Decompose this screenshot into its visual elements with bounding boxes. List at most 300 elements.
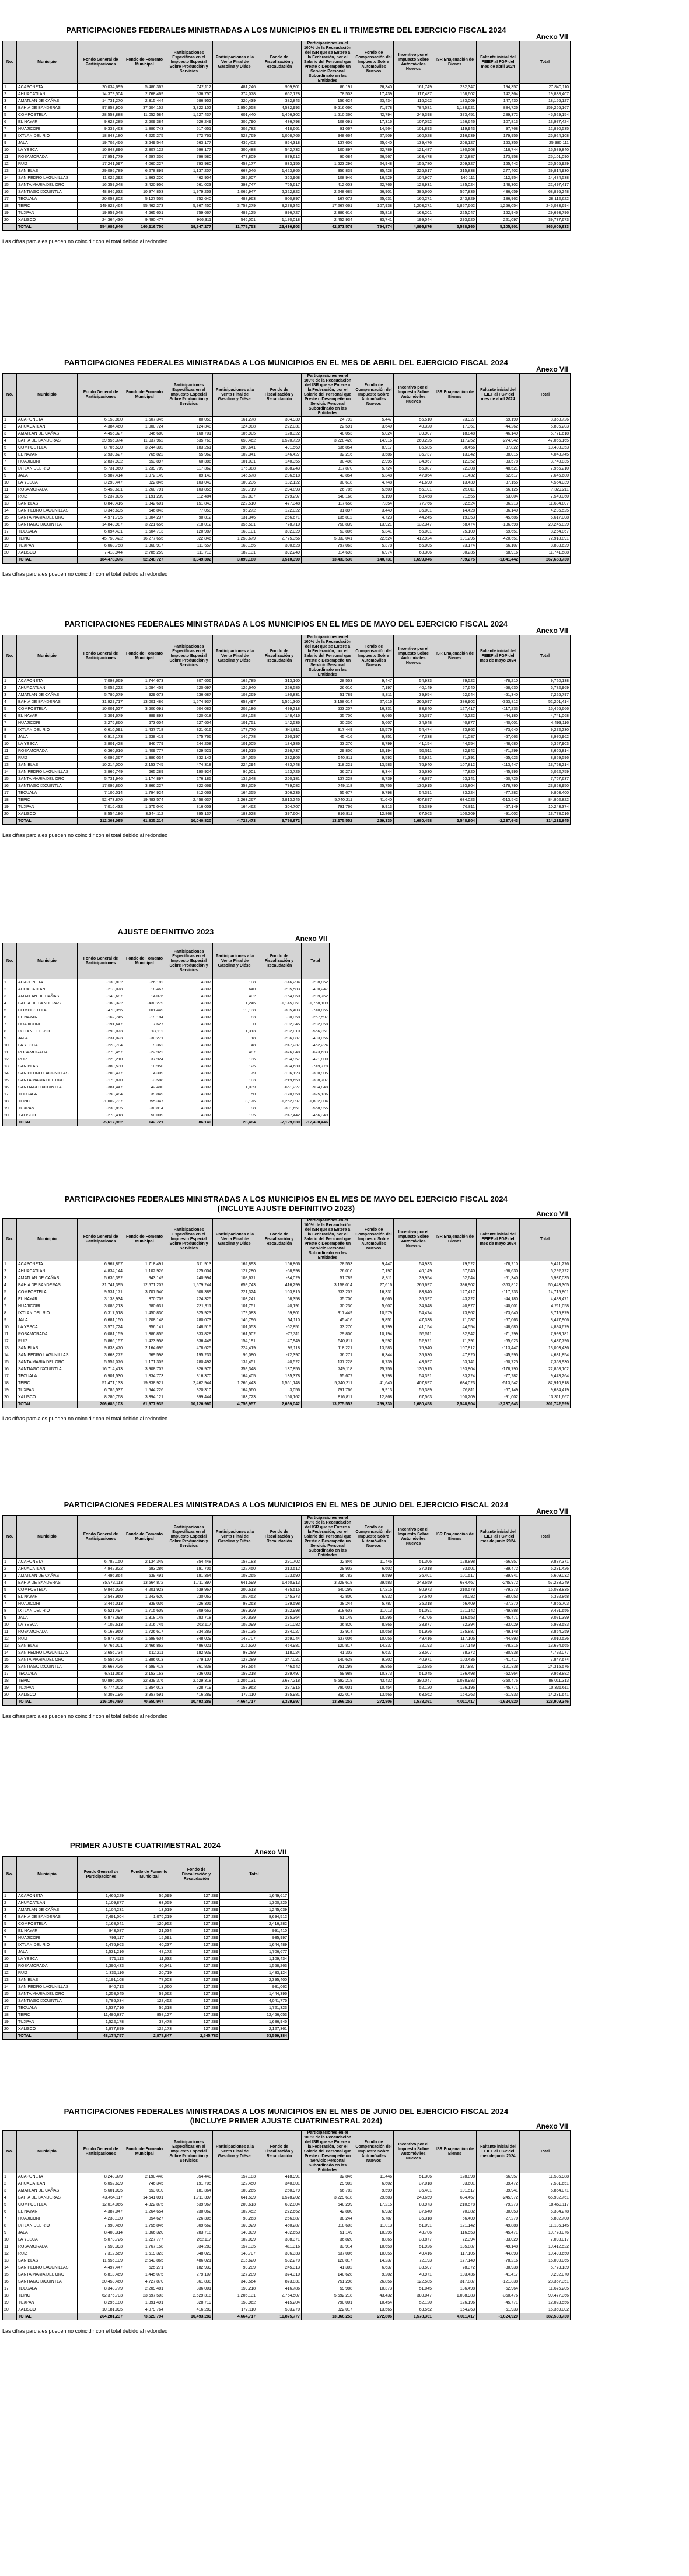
total-amount-cell: 5,588,360: [433, 224, 477, 231]
amount-cell: -22,922: [124, 1049, 165, 1056]
amount-cell: 2,416,282: [220, 1921, 289, 1928]
table-row: [3, 1014, 330, 1021]
amount-cell: 1,886,743: [124, 126, 165, 133]
amount-cell: 546,843: [124, 508, 165, 514]
amount-cell: 165,442: [477, 161, 520, 168]
row-number-cell: 11: [3, 748, 17, 755]
amount-cell: 4,455,327: [78, 430, 124, 438]
amount-cell: 1,109,434: [220, 1956, 289, 1963]
amount-cell: 1,504,713: [124, 528, 165, 536]
amount-cell: 117,252: [433, 438, 477, 444]
amount-cell: 126,196: [433, 1685, 477, 1692]
row-number-cell: 6: [3, 1296, 17, 1303]
amount-cell: 487: [213, 1049, 257, 1056]
amount-cell: 23,434: [354, 98, 394, 105]
amount-cell: 8,303,196: [78, 1692, 124, 1699]
amount-cell: 126,196: [433, 2300, 477, 2306]
municipio-cell: IXTLAN DEL RIO: [17, 466, 78, 473]
amount-cell: 195: [213, 1112, 257, 1119]
municipio-cell: BAHIA DE BANDERAS: [17, 1282, 78, 1289]
amount-cell: 4,387,047: [78, 2208, 124, 2216]
amount-cell: 2,629,318: [165, 1678, 213, 1685]
amount-cell: 458,177: [213, 161, 257, 168]
amount-cell: 3,656,734: [78, 1650, 124, 1657]
amount-cell: 18: [213, 1035, 257, 1042]
municipio-cell: IXTLAN DEL RIO: [17, 1608, 78, 1615]
table-row: [3, 1914, 289, 1921]
amount-cell: 28,553: [302, 1261, 354, 1268]
table-row: [3, 438, 571, 444]
amount-cell: 40,877: [433, 720, 477, 727]
amount-cell: 63,562: [394, 2306, 433, 2314]
municipio-cell: IXTLAN DEL RIO: [17, 1028, 78, 1035]
amount-cell: 146,427: [257, 452, 302, 459]
municipio-cell: TECUALA: [17, 1091, 78, 1098]
amount-cell: 6,901,530: [78, 1373, 124, 1380]
amount-cell: 56,782: [302, 1573, 354, 1580]
amount-cell: 634,023: [433, 797, 477, 804]
amount-cell: 10,579: [354, 1310, 394, 1317]
amount-cell: 10,373: [354, 2286, 394, 2292]
municipio-cell: ROSAMORADA: [17, 487, 78, 494]
amount-cell: 31,741,395: [78, 1282, 124, 1289]
amount-cell: 5,348: [354, 473, 394, 480]
row-number-cell: 1: [3, 84, 17, 91]
amount-cell: 10,412,522: [520, 2244, 571, 2250]
amount-cell: 93,601: [433, 2180, 477, 2188]
amount-cell: 55,962: [165, 452, 213, 459]
column-header: No.: [3, 635, 17, 678]
amount-cell: 4,238,130: [78, 2216, 124, 2222]
amount-cell: 162,946: [477, 210, 520, 217]
amount-cell: 1,444,396: [220, 1991, 289, 1998]
amount-cell: 481,246: [213, 84, 257, 91]
amount-cell: 10,001,527: [78, 706, 124, 713]
municipio-cell: TEPIC: [17, 1678, 78, 1685]
amount-cell: 2,248,685: [302, 189, 354, 196]
amount-cell: 13,519: [125, 1907, 173, 1914]
amount-cell: 385,660: [394, 189, 433, 196]
amount-cell: 765,617: [257, 182, 302, 189]
amount-cell: 7,098,017: [520, 2236, 571, 2244]
total-amount-cell: 10,126,960: [165, 1401, 213, 1408]
amount-cell: 1,386,013: [124, 1657, 165, 1664]
amount-cell: 145,373: [257, 1594, 302, 1601]
amount-cell: -247,442: [257, 1112, 302, 1119]
amount-cell: 749,118: [302, 1366, 354, 1373]
amount-cell: -79,273: [477, 1587, 520, 1594]
municipio-cell: XALISCO: [17, 2306, 78, 2314]
amount-cell: 137,228: [302, 1359, 354, 1366]
amount-cell: 8,694,512: [220, 1914, 289, 1921]
amount-cell: 250,979: [257, 2188, 302, 2194]
amount-cell: 16,714,413: [78, 1366, 124, 1373]
amount-cell: -62,851: [257, 1324, 302, 1331]
amount-cell: 3,586: [354, 452, 394, 459]
amount-cell: 294,893: [257, 487, 302, 494]
amount-cell: 117,105: [433, 2250, 477, 2258]
table-row: [3, 175, 571, 182]
amount-cell: 1,138,621: [433, 105, 477, 112]
amount-cell: 23,697,503: [124, 2292, 165, 2300]
table-row: [3, 1692, 571, 1699]
amount-cell: 4,048,745: [520, 452, 571, 459]
column-header: Total: [520, 41, 571, 84]
amount-cell: 6,932: [354, 2208, 394, 2216]
amount-cell: 26,785: [302, 487, 354, 494]
amount-cell: 70,082: [433, 2208, 477, 2216]
amount-cell: 55,462,273: [124, 203, 165, 210]
amount-cell: 1,544,226: [124, 1387, 165, 1394]
column-header: Municipio: [17, 1516, 78, 1559]
amount-cell: 66,409: [433, 1601, 477, 1608]
amount-cell: 3,866,227: [124, 783, 165, 790]
table-row: [3, 1261, 571, 1268]
municipio-cell: RUIZ: [17, 494, 78, 501]
column-header: Participaciones a la Venta Final de Gasolina y Diésel: [213, 1219, 257, 1261]
amount-cell: 9,913: [354, 804, 394, 811]
amount-cell: 45,750,422: [78, 536, 124, 542]
amount-cell: 183,261: [165, 444, 213, 452]
amount-cell: 7,993,181: [520, 1331, 571, 1338]
amount-cell: 5,896,203: [520, 424, 571, 430]
column-header: Fondo General de Participaciones: [78, 41, 124, 84]
amount-cell: 540,811: [302, 755, 354, 762]
amount-cell: 7,197: [354, 685, 394, 692]
amount-cell: 131,346: [213, 514, 257, 522]
amount-cell: 7,491,004: [78, 1914, 125, 1921]
table-row: [3, 1070, 330, 1077]
municipio-cell: SANTA MARIA DEL ORO: [17, 776, 78, 783]
amount-cell: 37,604,152: [124, 105, 165, 112]
column-header: ISR Enajenación de Bienes: [433, 374, 477, 416]
amount-cell: 29,956,374: [78, 438, 124, 444]
amount-cell: 80,058: [165, 416, 213, 424]
amount-cell: 45,416: [302, 1317, 354, 1324]
amount-cell: 412,003: [302, 182, 354, 189]
total-label-cell: TOTAL: [17, 1401, 78, 1408]
amount-cell: 13,311,667: [520, 1394, 571, 1401]
amount-cell: 55,389: [394, 804, 433, 811]
amount-cell: 17,361: [433, 424, 477, 430]
row-number-cell: 7: [3, 1303, 17, 1310]
amount-cell: -749,778: [302, 1063, 330, 1070]
table-row: [3, 1056, 330, 1063]
amount-cell: -56,107: [477, 542, 520, 550]
row-number-cell: 8: [3, 1310, 17, 1317]
municipio-cell: SANTA MARIA DEL ORO: [17, 1077, 78, 1084]
amount-cell: -30,938: [477, 1650, 520, 1657]
amount-cell: 411,316: [257, 2244, 302, 2250]
amount-cell: 31,897: [302, 508, 354, 514]
amount-cell: 152,837: [213, 494, 257, 501]
amount-cell: 1,891,491: [124, 2300, 165, 2306]
amount-cell: 40,191: [257, 1303, 302, 1310]
amount-cell: 51,091: [394, 1608, 433, 1615]
amount-cell: -41,417: [477, 2272, 520, 2278]
amount-cell: 56,099: [125, 1893, 173, 1900]
amount-cell: 275,766: [165, 734, 213, 741]
amount-cell: 29,902: [302, 2180, 354, 2188]
row-number-cell: 17: [3, 1671, 17, 1678]
amount-cell: -86,213: [477, 501, 520, 508]
municipio-cell: AMATLAN DE CAÑAS: [17, 692, 78, 699]
amount-cell: 101,751: [213, 720, 257, 727]
municipio-cell: COMPOSTELA: [17, 706, 78, 713]
amount-cell: 336,001: [165, 1671, 213, 1678]
table-row: [3, 1112, 330, 1119]
amount-cell: 1,623,296: [302, 161, 354, 168]
amount-cell: 13,408,353: [520, 444, 571, 452]
amount-cell: 348,029: [165, 1636, 213, 1643]
amount-cell: 10,579: [354, 727, 394, 734]
amount-cell: 177,149: [433, 2258, 477, 2264]
amount-cell: 41,302: [302, 2264, 354, 2272]
table-row: [3, 2306, 571, 2314]
amount-cell: 68,895,248: [520, 189, 571, 196]
row-number-cell: 19: [3, 210, 17, 217]
total-amount-cell: 9,510,399: [257, 556, 302, 564]
amount-cell: -46,149: [477, 430, 520, 438]
amount-cell: 23,927: [433, 416, 477, 424]
municipio-cell: ACAPONETA: [17, 2174, 78, 2180]
total-amount-cell: 554,986,646: [78, 224, 124, 231]
amount-cell: 57,238,249: [520, 1580, 571, 1587]
amount-cell: 155,780: [394, 161, 433, 168]
table-row: [3, 1282, 571, 1289]
municipio-cell: TEPIC: [17, 2012, 78, 2019]
municipio-cell: AMATLAN DE CAÑAS: [17, 1573, 78, 1580]
amount-cell: 8,264,867: [520, 528, 571, 536]
column-header: Participaciones en el 100% de la Recaudación del ISR que se Entere a la Federación, por el Salario del Personal que Preste o Desempeñe un Servicio Personal Subordinado en las Entidades: [302, 635, 354, 678]
row-number-cell: 7: [3, 459, 17, 466]
row-number-cell: 17: [3, 2005, 17, 2012]
amount-cell: 25,631: [354, 196, 394, 203]
amount-cell: 191,705: [165, 1566, 213, 1573]
amount-cell: 63,141: [433, 776, 477, 783]
section-subtitle: (INCLUYE AJUSTE DEFINITIVO 2023): [217, 1204, 355, 1213]
row-number-cell: 20: [3, 2026, 17, 2033]
amount-cell: 797,063: [302, 542, 354, 550]
column-header: Fondo de Fiscalización y Recaudación: [257, 374, 302, 416]
row-number-cell: 1: [3, 1893, 17, 1900]
amount-cell: 1,522,178: [78, 2019, 125, 2026]
amount-cell: 122,450: [213, 1566, 257, 1573]
amount-cell: 121,487: [394, 147, 433, 154]
amount-cell: 5,378: [354, 542, 394, 550]
amount-cell: 7,197: [354, 1268, 394, 1275]
table-row: [3, 685, 571, 692]
amount-cell: 130,508: [433, 147, 477, 154]
row-number-cell: 6: [3, 713, 17, 720]
amount-cell: 772,761: [165, 133, 213, 140]
municipio-cell: AMATLAN DE CAÑAS: [17, 1275, 78, 1282]
amount-cell: 6,967,867: [78, 1261, 124, 1268]
amount-cell: 117,105: [433, 1636, 477, 1643]
participaciones-table: [2, 943, 330, 1126]
amount-cell: 199,044: [394, 217, 433, 224]
amount-cell: 9,599: [354, 1573, 394, 1580]
amount-cell: 1,368,917: [124, 542, 165, 550]
amount-cell: 26,010: [302, 1268, 354, 1275]
total-label-cell: TOTAL: [17, 1699, 78, 1706]
amount-cell: 751,298: [302, 1664, 354, 1671]
amount-cell: 7,312,569: [78, 2250, 124, 2258]
amount-cell: -198,484: [78, 1091, 124, 1098]
amount-cell: 40,522: [257, 1359, 302, 1366]
amount-cell: 528,769: [213, 133, 257, 140]
total-amount-cell: 267,658,730: [520, 556, 571, 564]
row-number-cell: 15: [3, 1991, 17, 1998]
amount-cell: -350,476: [477, 2292, 520, 2300]
amount-cell: 436,659: [477, 189, 520, 196]
table-row: [3, 2278, 571, 2286]
amount-cell: 2,191,108: [78, 1977, 125, 1984]
municipio-cell: TUXPAN: [17, 1685, 78, 1692]
amount-cell: 117,487: [394, 91, 433, 98]
amount-cell: 136,498: [433, 1671, 477, 1678]
table-row: [3, 1629, 571, 1636]
column-header: Fondo de Fomento Municipal: [124, 1219, 165, 1261]
amount-cell: 4,307: [165, 1028, 213, 1035]
amount-cell: 1,450,830: [124, 1310, 165, 1317]
total-amount-cell: [3, 1401, 17, 1408]
table-row: [3, 1963, 289, 1970]
amount-cell: 416,289: [165, 2306, 213, 2314]
amount-cell: 386,902: [433, 1282, 477, 1289]
amount-cell: 10,295: [354, 1615, 394, 1622]
amount-cell: 127,289: [173, 2012, 220, 2019]
amount-cell: 1,718,491: [124, 1261, 165, 1268]
row-number-cell: 20: [3, 1692, 17, 1699]
table-row: [3, 1671, 571, 1678]
table-row: [3, 494, 571, 501]
amount-cell: 2,127,361: [220, 2026, 289, 2033]
table-header-row: [3, 1857, 289, 1893]
amount-cell: 41,690: [394, 480, 433, 487]
total-amount-cell: -2,237,643: [477, 818, 520, 825]
participaciones-table: [2, 635, 571, 825]
amount-cell: 1,706,677: [220, 1949, 289, 1956]
amount-cell: 103,049: [165, 480, 213, 487]
amount-cell: 226,585: [257, 685, 302, 692]
amount-cell: 3,445,013: [78, 1601, 124, 1608]
amount-cell: 19,053: [433, 514, 477, 522]
row-number-cell: 16: [3, 1664, 17, 1671]
table-row: [3, 217, 571, 224]
table-row: [3, 783, 571, 790]
table-row: [3, 1105, 330, 1112]
amount-cell: 83,840: [394, 1289, 433, 1296]
row-number-cell: 2: [3, 1268, 17, 1275]
table-row: [3, 1942, 289, 1949]
amount-cell: 374,310: [257, 2272, 302, 2278]
amount-cell: 22,524: [354, 536, 394, 542]
table-row: [3, 2272, 571, 2278]
table-header-row: [3, 1219, 571, 1261]
amount-cell: 99,477,366: [520, 2292, 571, 2300]
row-number-cell: 9: [3, 734, 17, 741]
municipio-cell: SAN PEDRO LAGUNILLAS: [17, 1650, 78, 1657]
total-row: [3, 1119, 330, 1126]
amount-cell: 316,370: [165, 1373, 213, 1380]
amount-cell: -68,998: [257, 1268, 302, 1275]
amount-cell: 13,583: [354, 1345, 394, 1352]
amount-cell: -376,048: [257, 1049, 302, 1056]
column-header: Municipio: [17, 943, 78, 979]
row-number-cell: 3: [3, 98, 17, 105]
amount-cell: 103,436: [433, 2272, 477, 2278]
amount-cell: 236,687: [165, 692, 213, 699]
municipio-cell: AMATLAN DE CAÑAS: [17, 2188, 78, 2194]
table-row: [3, 91, 571, 98]
table-row: [3, 203, 571, 210]
amount-cell: 7,418,944: [78, 550, 124, 556]
column-header: Participaciones en el 100% de la Recaudación del ISR que se Entere a la Federación, por el Salario del Personal que Preste o Desempeñe un Servicio Personal Subordinado en las Entidades: [302, 1516, 354, 1559]
column-header: Fondo de Fiscalización y Recaudación: [257, 943, 302, 979]
amount-cell: 9,616,060: [302, 105, 354, 112]
amount-cell: 43,464,117: [78, 2194, 124, 2202]
amount-cell: 70,082: [433, 1594, 477, 1601]
amount-cell: -466,349: [302, 1112, 330, 1119]
amount-cell: 195,231: [165, 1352, 213, 1359]
amount-cell: 1,423,958: [124, 1338, 165, 1345]
row-number-cell: 1: [3, 1261, 17, 1268]
amount-cell: 7,627: [124, 1021, 165, 1028]
amount-cell: -40,001: [477, 720, 520, 727]
amount-cell: 2,134,349: [124, 1559, 165, 1566]
amount-cell: 10,194: [354, 1331, 394, 1338]
amount-cell: 37,640: [394, 1594, 433, 1601]
amount-cell: 3,606,091: [124, 706, 165, 713]
amount-cell: 128,898: [433, 2174, 477, 2180]
amount-cell: 5,237,836: [78, 494, 124, 501]
amount-cell: 5,609,032: [520, 1573, 571, 1580]
amount-cell: 5,692,218: [302, 2292, 354, 2300]
amount-cell: 34,648: [394, 1303, 433, 1310]
column-header: Municipio: [17, 635, 78, 678]
amount-cell: 8,739: [354, 776, 394, 783]
amount-cell: 127,289: [213, 2272, 257, 2278]
amount-cell: 10,055: [354, 1636, 394, 1643]
amount-cell: 486,021: [165, 1643, 213, 1650]
amount-cell: -61,933: [477, 1692, 520, 1699]
amount-cell: 3,345,695: [78, 508, 124, 514]
amount-cell: 20,034,699: [78, 84, 124, 91]
amount-cell: 102,099: [213, 1622, 257, 1629]
amount-cell: 1,561,360: [257, 699, 302, 706]
amount-cell: 2,452,934: [302, 217, 354, 224]
amount-cell: 354,448: [165, 1559, 213, 1566]
amount-cell: 1,000,724: [124, 424, 165, 430]
amount-cell: 486,021: [165, 2258, 213, 2264]
amount-cell: 21,034: [125, 1928, 173, 1935]
amount-cell: 356,839: [302, 168, 354, 175]
municipio-cell: RUIZ: [17, 1636, 78, 1643]
amount-cell: 132,347: [394, 522, 433, 528]
column-header: Fondo de Compensación del Impuesto Sobre Automóviles Nuevos: [354, 374, 394, 416]
table-row: [3, 2300, 571, 2306]
amount-cell: 3,085,213: [78, 1303, 124, 1310]
amount-cell: 132,348: [213, 776, 257, 783]
amount-cell: 3,801,428: [78, 741, 124, 748]
table-row: [3, 1303, 571, 1310]
amount-cell: 63,059: [125, 1900, 173, 1907]
amount-cell: 1,537,716: [78, 2005, 125, 2012]
table-row: [3, 727, 571, 734]
row-number-cell: 11: [3, 487, 17, 494]
amount-cell: 11,956,109: [78, 2258, 124, 2264]
